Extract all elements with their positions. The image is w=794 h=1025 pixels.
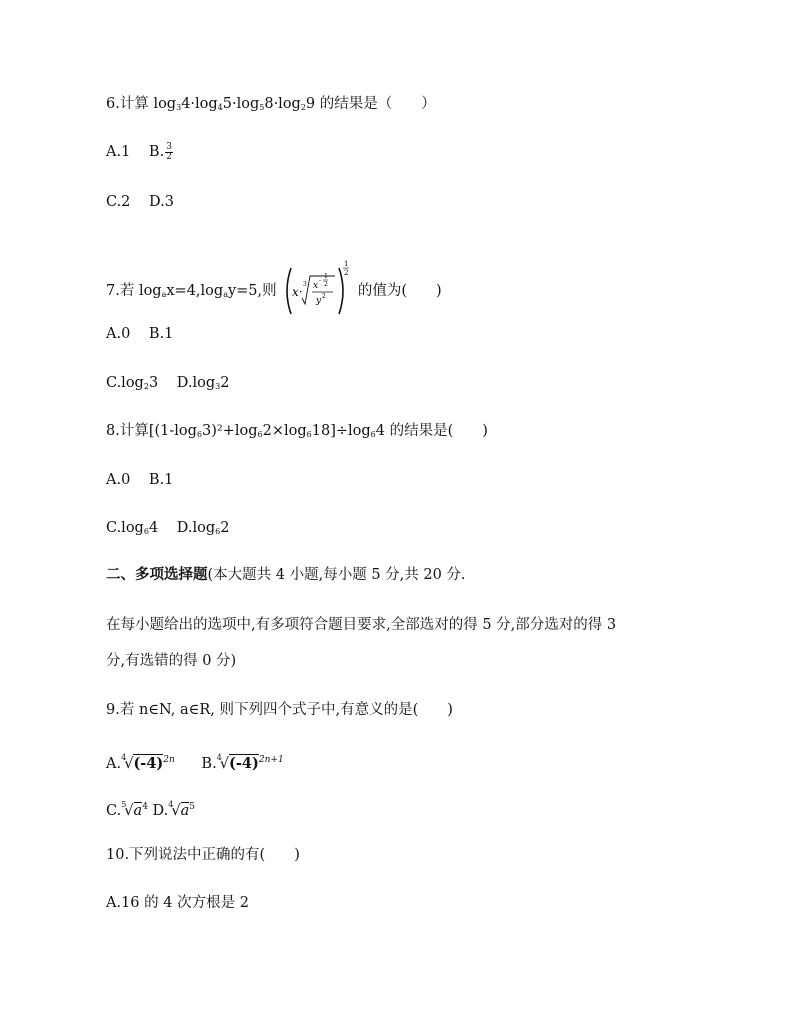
q9-option-d: $D.^4√a^5$ <box>152 800 195 819</box>
question-8-options-cd <box>106 518 229 542</box>
question-6-stem: 6.计算 $\log_34\cdot\log_45\cdot\log_58\cdot\log_29$ 的结果是（ ） <box>106 96 436 112</box>
q7-option-c: $C.\log_23$ <box>106 375 159 391</box>
q7-option-a: A.0 <box>106 326 131 342</box>
svg-text:2: 2 <box>324 281 329 288</box>
svg-text:y: y <box>316 296 322 306</box>
question-10-stem: 10.下列说法中正确的有( ) <box>106 847 300 863</box>
svg-text:2: 2 <box>322 293 327 300</box>
question-10-option-a: A.16 的 4 次方根是 2 <box>106 895 249 911</box>
q9-option-a: $A.^4√(-4)^{2n}$ <box>106 753 175 772</box>
question-9-options-ab <box>106 748 284 774</box>
q8-option-c: $C.\log_64$ <box>106 520 159 536</box>
q9-option-c: $C.^5√a^4$ <box>106 800 148 819</box>
question-8-stem: 8.计算$[(1-\log_63)^2+\log_62\times\log_618]\div\log_64$ 的结果是( ) <box>106 423 488 439</box>
q7-option-b: B.1 <box>148 326 174 342</box>
question-7-stem: 7.若 $\log_ax=4,\log_ay=5$,则 x· 3 x - 1 2 y 2 1 2 的值为( ) <box>106 258 442 324</box>
question-7-options-cd <box>106 373 229 397</box>
q9-option-b: $B.^4√(-4)^{2n+1}$ <box>201 753 284 772</box>
svg-text:2: 2 <box>344 269 349 277</box>
q6-option-c: C.2 <box>106 194 131 210</box>
q6-option-a: A.1 <box>106 144 131 160</box>
question-6-options-ab <box>106 142 173 162</box>
q8-option-d: $D.\log_62$ <box>176 520 230 536</box>
svg-text:-: - <box>319 277 322 284</box>
question-6-options-cd <box>106 192 174 212</box>
svg-text:3: 3 <box>303 281 308 288</box>
section-2-instructions-line1: 在每小题给出的选项中,有多项符合题目要求,全部选对的得 5 分,部分选对的得 3 <box>106 617 617 633</box>
q8-option-a: A.0 <box>106 472 131 488</box>
q6-option-d: D.3 <box>149 194 174 210</box>
q7-formula <box>283 258 353 324</box>
section-2-instructions-line2: 分,有选错的得 0 分) <box>106 653 237 669</box>
q8-option-b: B.1 <box>148 472 174 488</box>
svg-text:x·: x· <box>292 285 303 299</box>
question-8-options-ab <box>106 470 173 490</box>
q6-option-b: B. $\frac{3}{2}$ <box>148 141 172 162</box>
q7-option-d: $D.\log_32$ <box>176 375 230 391</box>
svg-text:1: 1 <box>324 273 329 280</box>
question-9-stem: 9.若 n∈N, a∈R, 则下列四个式子中,有意义的是( ) <box>106 702 453 718</box>
question-9-options-cd <box>106 795 195 821</box>
svg-text:1: 1 <box>344 260 349 268</box>
section-2-heading: 二、多项选择题(本大题共 4 小题,每小题 5 分,共 20 分. <box>106 566 466 583</box>
question-7-options-ab <box>106 324 173 344</box>
svg-text:x: x <box>313 281 319 291</box>
